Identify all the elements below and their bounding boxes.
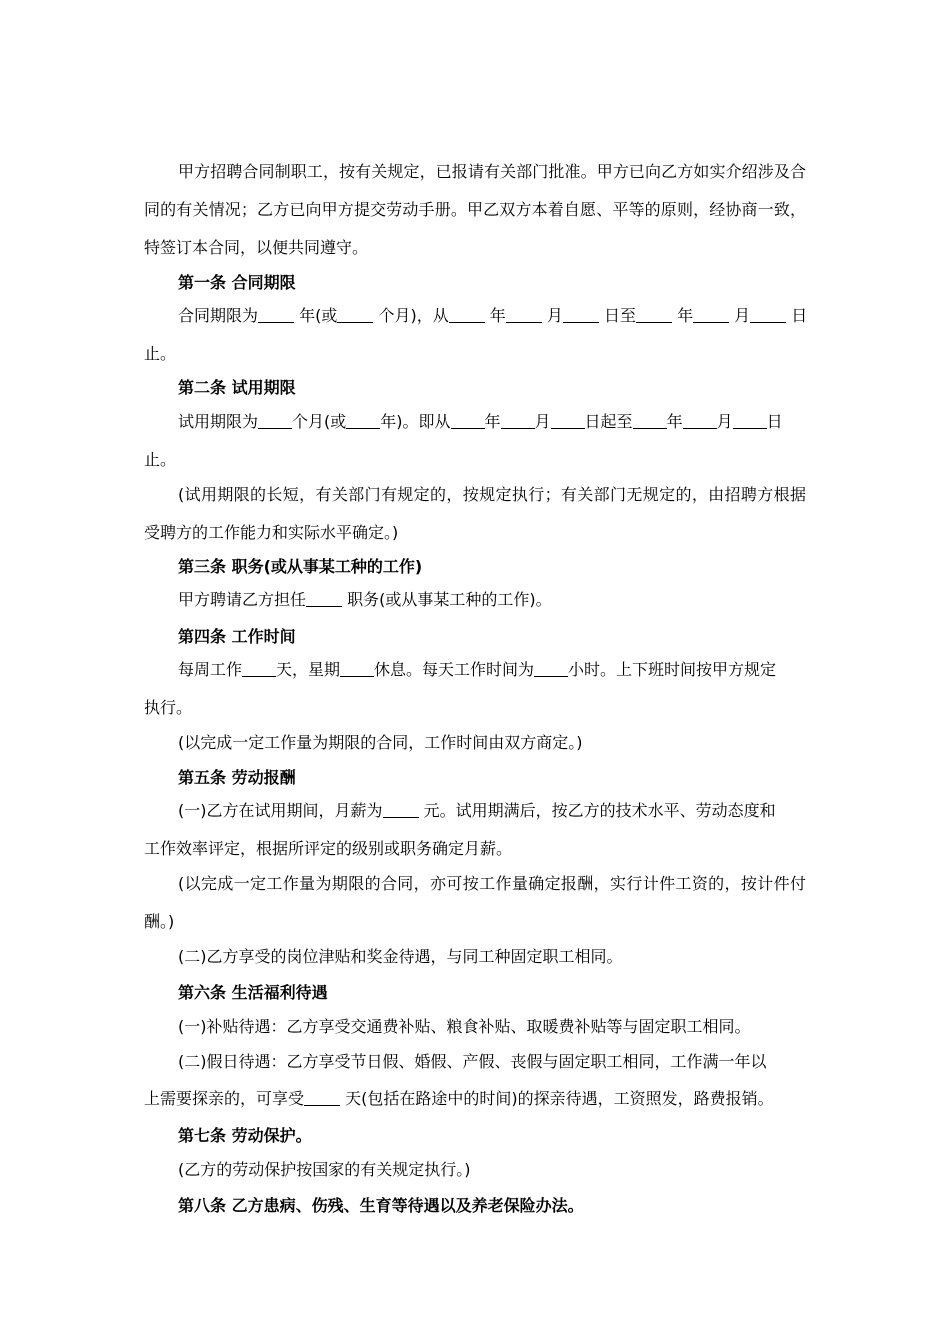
article-7-note: (乙方的劳动保护按国家的有关规定执行。) xyxy=(178,1160,471,1179)
article-6-item-2: (二)假日待遇：乙方享受节日假、婚假、产假、丧假与固定职工相同，工作满一年以 xyxy=(178,1052,767,1071)
article-6-item-1: (一)补贴待遇：乙方享受交通费补贴、粮食补贴、取暖费补贴等与固定职工相同。 xyxy=(178,1017,751,1036)
article-3-heading: 第三条 职务(或从事某工种的工作) xyxy=(178,557,423,576)
article-3-line: 甲方聘请乙方担任 职务(或从事某工种的工作)。 xyxy=(178,590,552,609)
article-4-line: 每周工作 天，星期 休息。每天工作时间为 小时。上下班时间按甲方规定 xyxy=(178,660,777,679)
article-4-end: 执行。 xyxy=(144,698,193,717)
article-7-heading: 第七条 劳动保护。 xyxy=(178,1126,312,1145)
article-2-line: 试用期限为 个月(或 年)。即从 年 月 日起至 年 月 日 xyxy=(178,412,783,431)
article-2-note: (试用期限的长短，有关部门有规定的，按规定执行；有关部门无规定的，由招聘方根据受聘方的工作能力和实际水平确定。) xyxy=(144,485,806,542)
article-1-heading: 第一条 合同期限 xyxy=(178,273,296,292)
article-6-heading: 第六条 生活福利待遇 xyxy=(178,983,328,1002)
article-5-heading: 第五条 劳动报酬 xyxy=(178,768,296,787)
article-1-end: 止。 xyxy=(144,344,177,363)
article-1-line: 合同期限为 年(或 个月)，从 年 月 日至 年 月 日 xyxy=(178,306,808,325)
article-4-heading: 第四条 工作时间 xyxy=(178,627,296,646)
article-5-item-2: (二)乙方享受的岗位津贴和奖金待遇，与同工种固定职工相同。 xyxy=(178,947,623,966)
article-5-item-1: (一)乙方在试用期间，月薪为 元。试用期满后，按乙方的技术水平、劳动态度和 xyxy=(178,801,776,820)
article-2-end: 止。 xyxy=(144,450,177,469)
article-8-heading: 第八条 乙方患病、伤残、生育等待遇以及养老保险办法。 xyxy=(178,1196,584,1215)
article-4-note: (以完成一定工作量为期限的合同，工作时间由双方商定。) xyxy=(178,733,583,752)
article-5-note: (以完成一定工作量为期限的合同，亦可按工作量确定报酬，实行计件工资的，按计件付酬。) xyxy=(144,874,806,931)
article-2-heading: 第二条 试用期限 xyxy=(178,378,296,397)
article-5-item-1-cont: 工作效率评定，根据所评定的级别或职务确定月薪。 xyxy=(144,839,513,858)
intro-paragraph: 甲方招聘合同制职工，按有关规定，已报请有关部门批准。甲方已向乙方如实介绍涉及合同的有关情况；乙方已向甲方提交劳动手册。甲乙双方本着自愿、平等的原则，经协商一致，特签订本合同，以便共同遵守。 xyxy=(144,162,806,257)
article-6-item-2-cont: 上需要探亲的，可享受 天(包括在路途中的时间)的探亲待遇，工资照发，路费报销。 xyxy=(144,1089,774,1108)
